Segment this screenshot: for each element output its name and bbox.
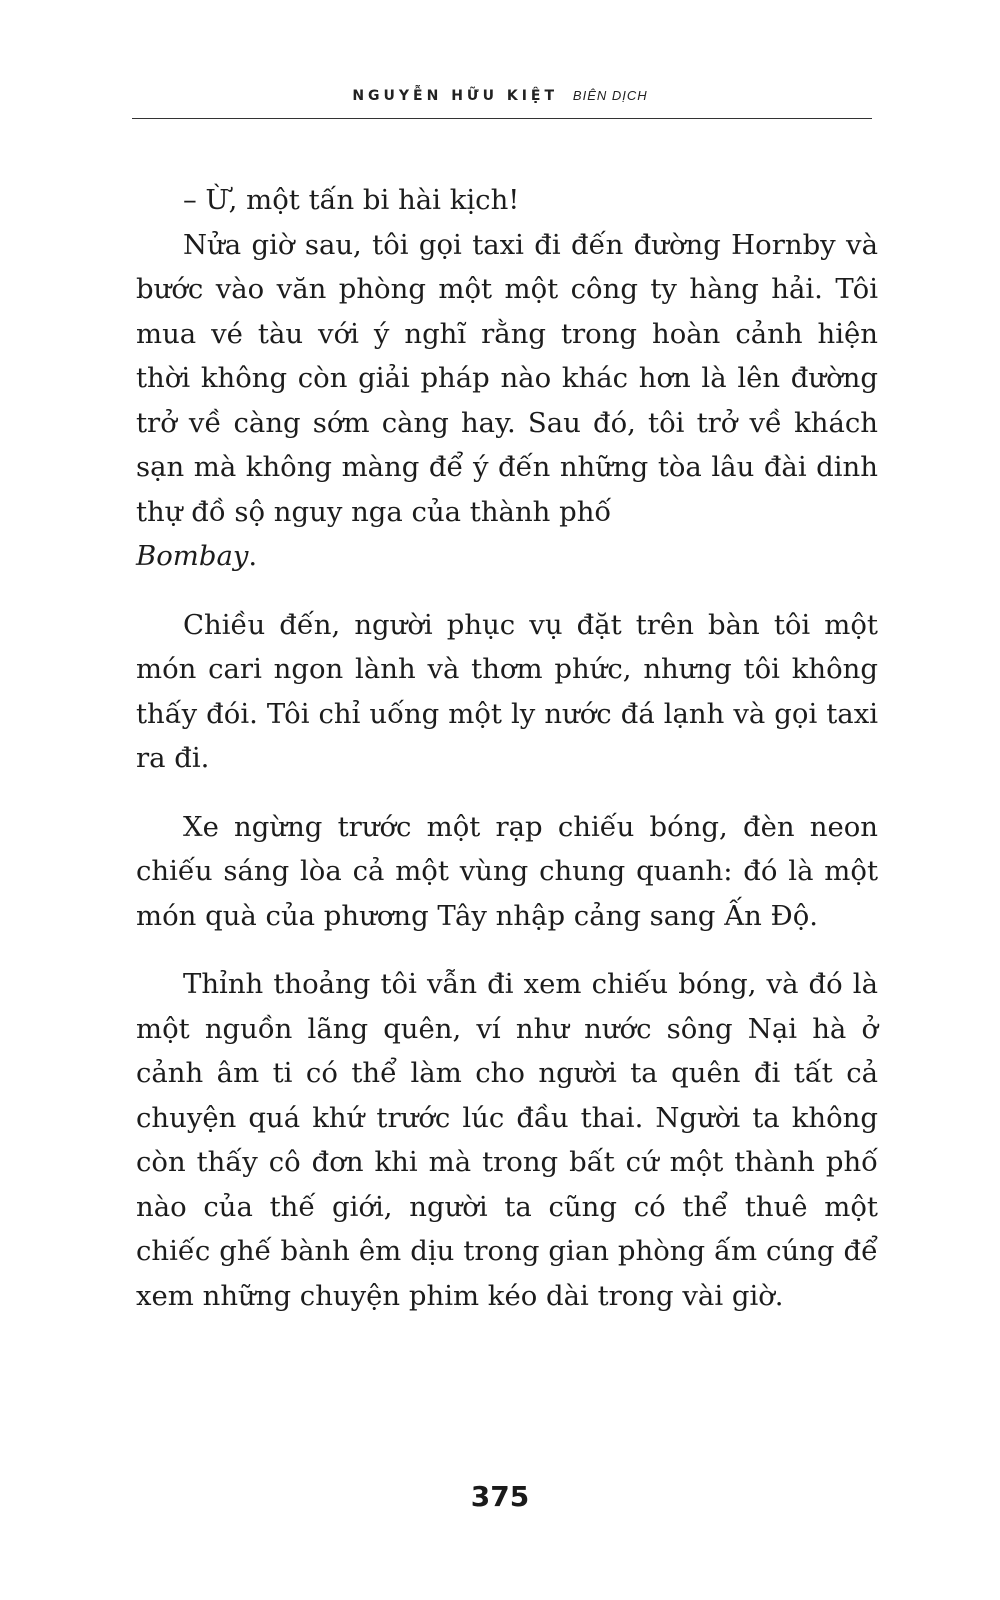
body-text	[136, 178, 878, 1318]
paragraph-2-text: Nửa giờ sau, tôi gọi taxi đi đến đường Hornby và bước vào văn phòng một một công ty hàng hải. Tôi mua vé tàu với ý nghĩ rằng trong hoàn cảnh hiện thời không còn giải pháp nào khác hơn là lên đường trở về càng sớm càng hay. Sau đó, tôi trở về khách sạn mà không màng để ý đến những tòa lâu đài dinh thự đồ sộ nguy nga của thành phố	[136, 228, 878, 528]
paragraph-1: – Ừ, một tấn bi hài kịch!	[183, 184, 520, 216]
page-number: 375	[470, 1480, 530, 1513]
paragraph-5: Thỉnh thoảng tôi vẫn đi xem chiếu bóng, và đó là một nguồn lãng quên, ví như nước sông Nại hà ở cảnh âm ti có thể làm cho người ta quên đi tất cả chuyện quá khứ trước lúc đầu thai. Người ta không còn thấy cô đơn khi mà trong bất cứ một thành phố nào của thế giới, người ta cũng có thể thuê một chiếc ghế bành êm dịu trong gian phòng ấm cúng để xem những chuyện phim kéo dài trong vài giờ.	[136, 968, 878, 1312]
place-name-bombay: Bombay	[136, 540, 249, 572]
paragraph-4: Xe ngừng trước một rạp chiếu bóng, đèn neon chiếu sáng lòa cả một vùng chung quanh: đó là một món quà của phương Tây nhập cảng sang Ấn Độ.	[136, 810, 878, 932]
header-role: BIÊN DỊCH	[572, 88, 648, 103]
paragraph-3: Chiều đến, người phục vụ đặt trên bàn tôi một món cari ngon lành và thơm phức, nhưng tôi không thấy đói. Tôi chỉ uống một ly nước đá lạnh và gọi taxi ra đi.	[136, 608, 878, 774]
running-header	[0, 88, 1000, 104]
paragraph-2	[136, 223, 878, 579]
header-author: NGUYỄN HỮU KIỆT	[352, 88, 559, 104]
header-rule	[132, 118, 872, 119]
paragraph-2-end: .	[248, 540, 258, 572]
